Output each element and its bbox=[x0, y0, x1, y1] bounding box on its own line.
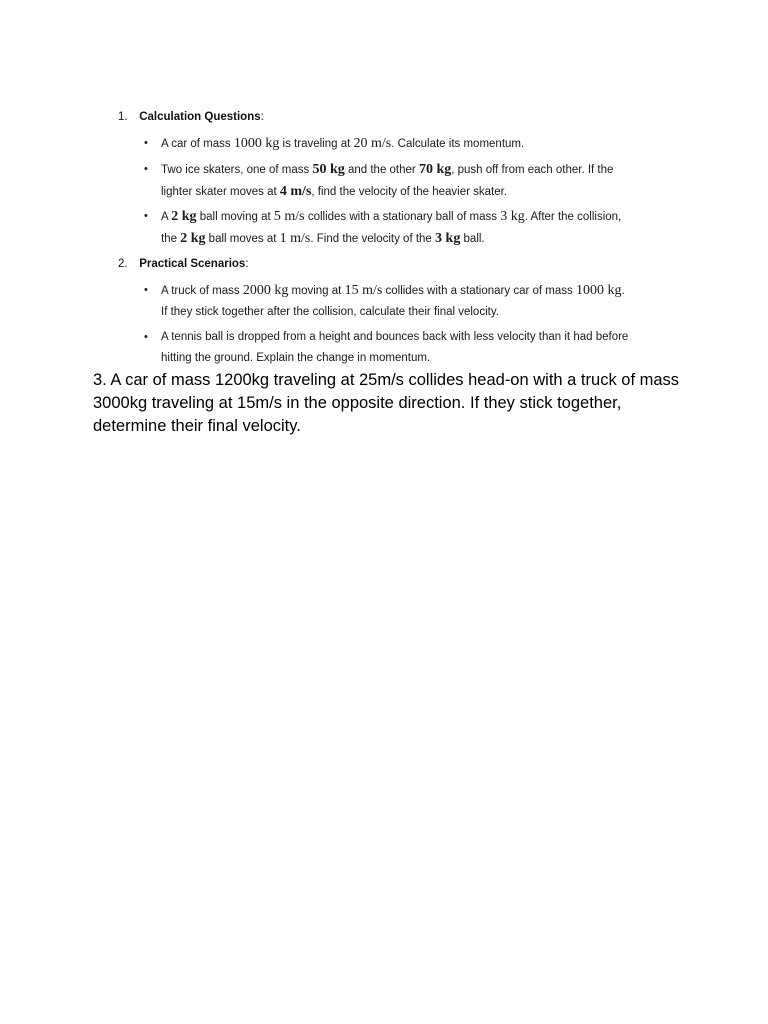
bullet-icon: • bbox=[144, 284, 148, 296]
math-expression: 3 kg bbox=[435, 231, 461, 246]
math-expression: 1 m/s bbox=[279, 231, 311, 246]
math-expression: 15 m/s bbox=[344, 283, 383, 298]
math-expression: 5 m/s bbox=[273, 209, 305, 224]
section-number: 2. bbox=[118, 258, 128, 270]
math-expression: 50 kg bbox=[312, 162, 345, 177]
section-title: Practical Scenarios bbox=[139, 258, 246, 270]
bullet-icon: • bbox=[144, 331, 148, 343]
math-expression: 1000 kg bbox=[233, 136, 280, 151]
bullet-icon: • bbox=[144, 163, 148, 175]
bullet-icon: • bbox=[144, 137, 148, 149]
math-expression: 1000 kg bbox=[575, 283, 622, 298]
section-heading-practical: 2. Practical Scenarios: bbox=[118, 258, 249, 270]
document-page: 1. Calculation Questions: • A car of mass 1000 kg is traveling at 20 m/s. Calculate its momentum. • Two ice skaters, one of mass 50 kg and the other 70 kg, push off from each other. If the lighter skater moves at 4 m/s, find the velocity of the heavier skater. • A 2 kg ball moving at 5 m/s collides with a stationary ball of mass 3 kg. After the collision, the 2 kg ball moves at 1 m/s. Find the velocity of the 3 kg ball. 2. Practical Scenarios: • A truck of mass 2000 kg moving at 15 m/s collides with a stationary car of mass 1000 kg. If they stick together after the collision, calculate their final velocity. • A tennis ball is dropped from a height and bounces back with less velocity than it had before hitting the ground. Explain the change in momentum. 3. A car of mass 1200kg traveling at 25m/s collides head-on with a truck of mass 3000kg traveling at 15m/s in the opposite direction. If they stick together, determine their final velocity. bbox=[0, 0, 768, 1024]
section-title: Calculation Questions bbox=[139, 111, 261, 123]
math-expression: 70 kg bbox=[418, 162, 452, 177]
math-expression: 4 m/s bbox=[279, 184, 312, 199]
bullet-icon: • bbox=[144, 210, 148, 222]
math-expression: 3 kg bbox=[500, 209, 525, 224]
section-heading-calculation: 1. Calculation Questions: bbox=[118, 111, 264, 123]
question-3-paragraph: 3. A car of mass 1200kg traveling at 25m/s collides head-on with a truck of mass 3000kg traveling at 15m/s in the opposite direction. If they stick together, determine their final velocity. bbox=[93, 371, 680, 435]
section-number: 1. bbox=[118, 111, 128, 123]
math-expression: 2000 kg bbox=[242, 283, 289, 298]
math-expression: 2 kg bbox=[180, 231, 206, 246]
math-expression: 2 kg bbox=[171, 209, 197, 224]
math-expression: 20 m/s bbox=[353, 136, 392, 151]
